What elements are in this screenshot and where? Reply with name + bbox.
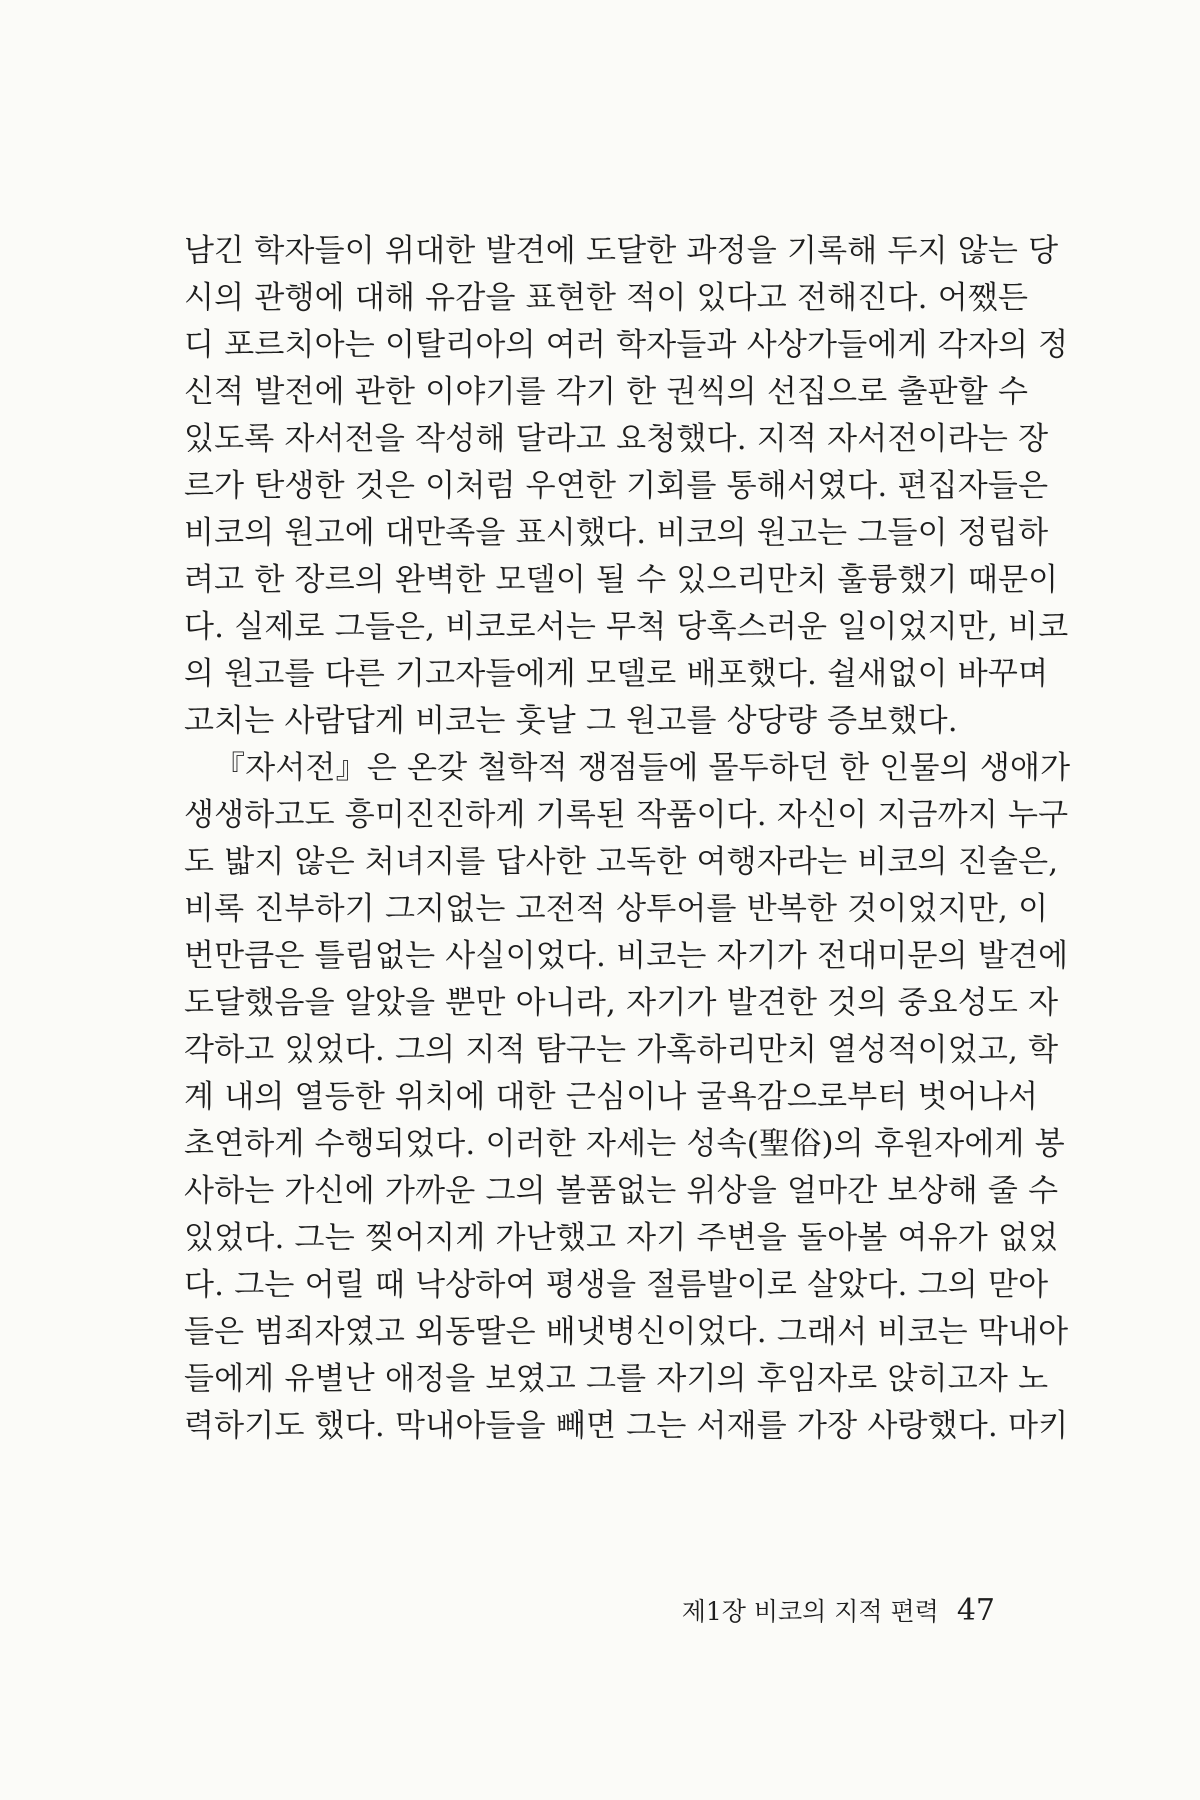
text-line: 사하는 가신에 가까운 그의 볼품없는 위상을 얼마간 보상해 줄 수 [184,1173,1059,1209]
text-line: 비코의 원고에 대만족을 표시했다. 비코의 원고는 그들이 정립하 [184,515,1049,551]
text-line: 들에게 유별난 애정을 보였고 그를 자기의 후임자로 앉히고자 노 [184,1361,1049,1397]
text-line: 의 원고를 다른 기고자들에게 모델로 배포했다. 쉴새없이 바꾸며 [184,656,1049,692]
text-line: 초연하게 수행되었다. 이러한 자세는 성속(聖俗)의 후원자에게 봉 [184,1126,1065,1162]
text-line: 들은 범죄자였고 외동딸은 배냇병신이었다. 그래서 비코는 막내아 [184,1314,1069,1350]
page-footer [682,1592,995,1628]
text-line: 번만큼은 틀림없는 사실이었다. 비코는 자기가 전대미문의 발견에 [184,938,1069,974]
text-line: 려고 한 장르의 완벽한 모델이 될 수 있으리만치 훌륭했기 때문이 [184,562,1059,598]
text-line: 『자서전』은 온갖 철학적 쟁점들에 몰두하던 한 인물의 생애가 [214,750,1071,786]
text-line: 있도록 자서전을 작성해 달라고 요청했다. 지적 자서전이라는 장 [184,421,1049,457]
text-line: 도 밟지 않은 처녀지를 답사한 고독한 여행자라는 비코의 진술은, [184,844,1059,880]
text-line: 고치는 사람답게 비코는 훗날 그 원고를 상당량 증보했다. [184,703,958,739]
text-line: 르가 탄생한 것은 이처럼 우연한 기회를 통해서였다. 편집자들은 [184,468,1049,504]
text-line: 비록 진부하기 그지없는 고전적 상투어를 반복한 것이었지만, 이 [184,891,1049,927]
text-line: 디 포르치아는 이탈리아의 여러 학자들과 사상가들에게 각자의 정 [184,327,1069,363]
text-line: 각하고 있었다. 그의 지적 탐구는 가혹하리만치 열성적이었고, 학 [184,1032,1059,1068]
text-line: 계 내의 열등한 위치에 대한 근심이나 굴욕감으로부터 벗어나서 [184,1079,1039,1115]
running-chapter-title: 제1장 비코의 지적 편력 [681,1597,939,1626]
text-line: 시의 관행에 대해 유감을 표현한 적이 있다고 전해진다. 어쨌든 [184,280,1029,316]
text-line: 신적 발전에 관한 이야기를 각기 한 권씩의 선집으로 출판할 수 [184,374,1029,410]
text-line: 도달했음을 알았을 뿐만 아니라, 자기가 발견한 것의 중요성도 자 [184,985,1059,1021]
text-line: 생생하고도 흥미진진하게 기록된 작품이다. 자신이 지금까지 누구 [184,797,1069,833]
body-text [184,230,1071,1452]
text-line: 다. 그는 어릴 때 낙상하여 평생을 절름발이로 살았다. 그의 맏아 [184,1267,1049,1303]
page-number: 47 [956,1593,995,1628]
text-line: 남긴 학자들이 위대한 발견에 도달한 과정을 기록해 두지 않는 당 [184,233,1059,269]
text-line: 다. 실제로 그들은, 비코로서는 무척 당혹스러운 일이었지만, 비코 [184,609,1069,645]
text-line: 력하기도 했다. 막내아들을 빼면 그는 서재를 가장 사랑했다. 마키 [184,1408,1069,1444]
text-line: 있었다. 그는 찢어지게 가난했고 자기 주변을 돌아볼 여유가 없었 [184,1220,1059,1256]
